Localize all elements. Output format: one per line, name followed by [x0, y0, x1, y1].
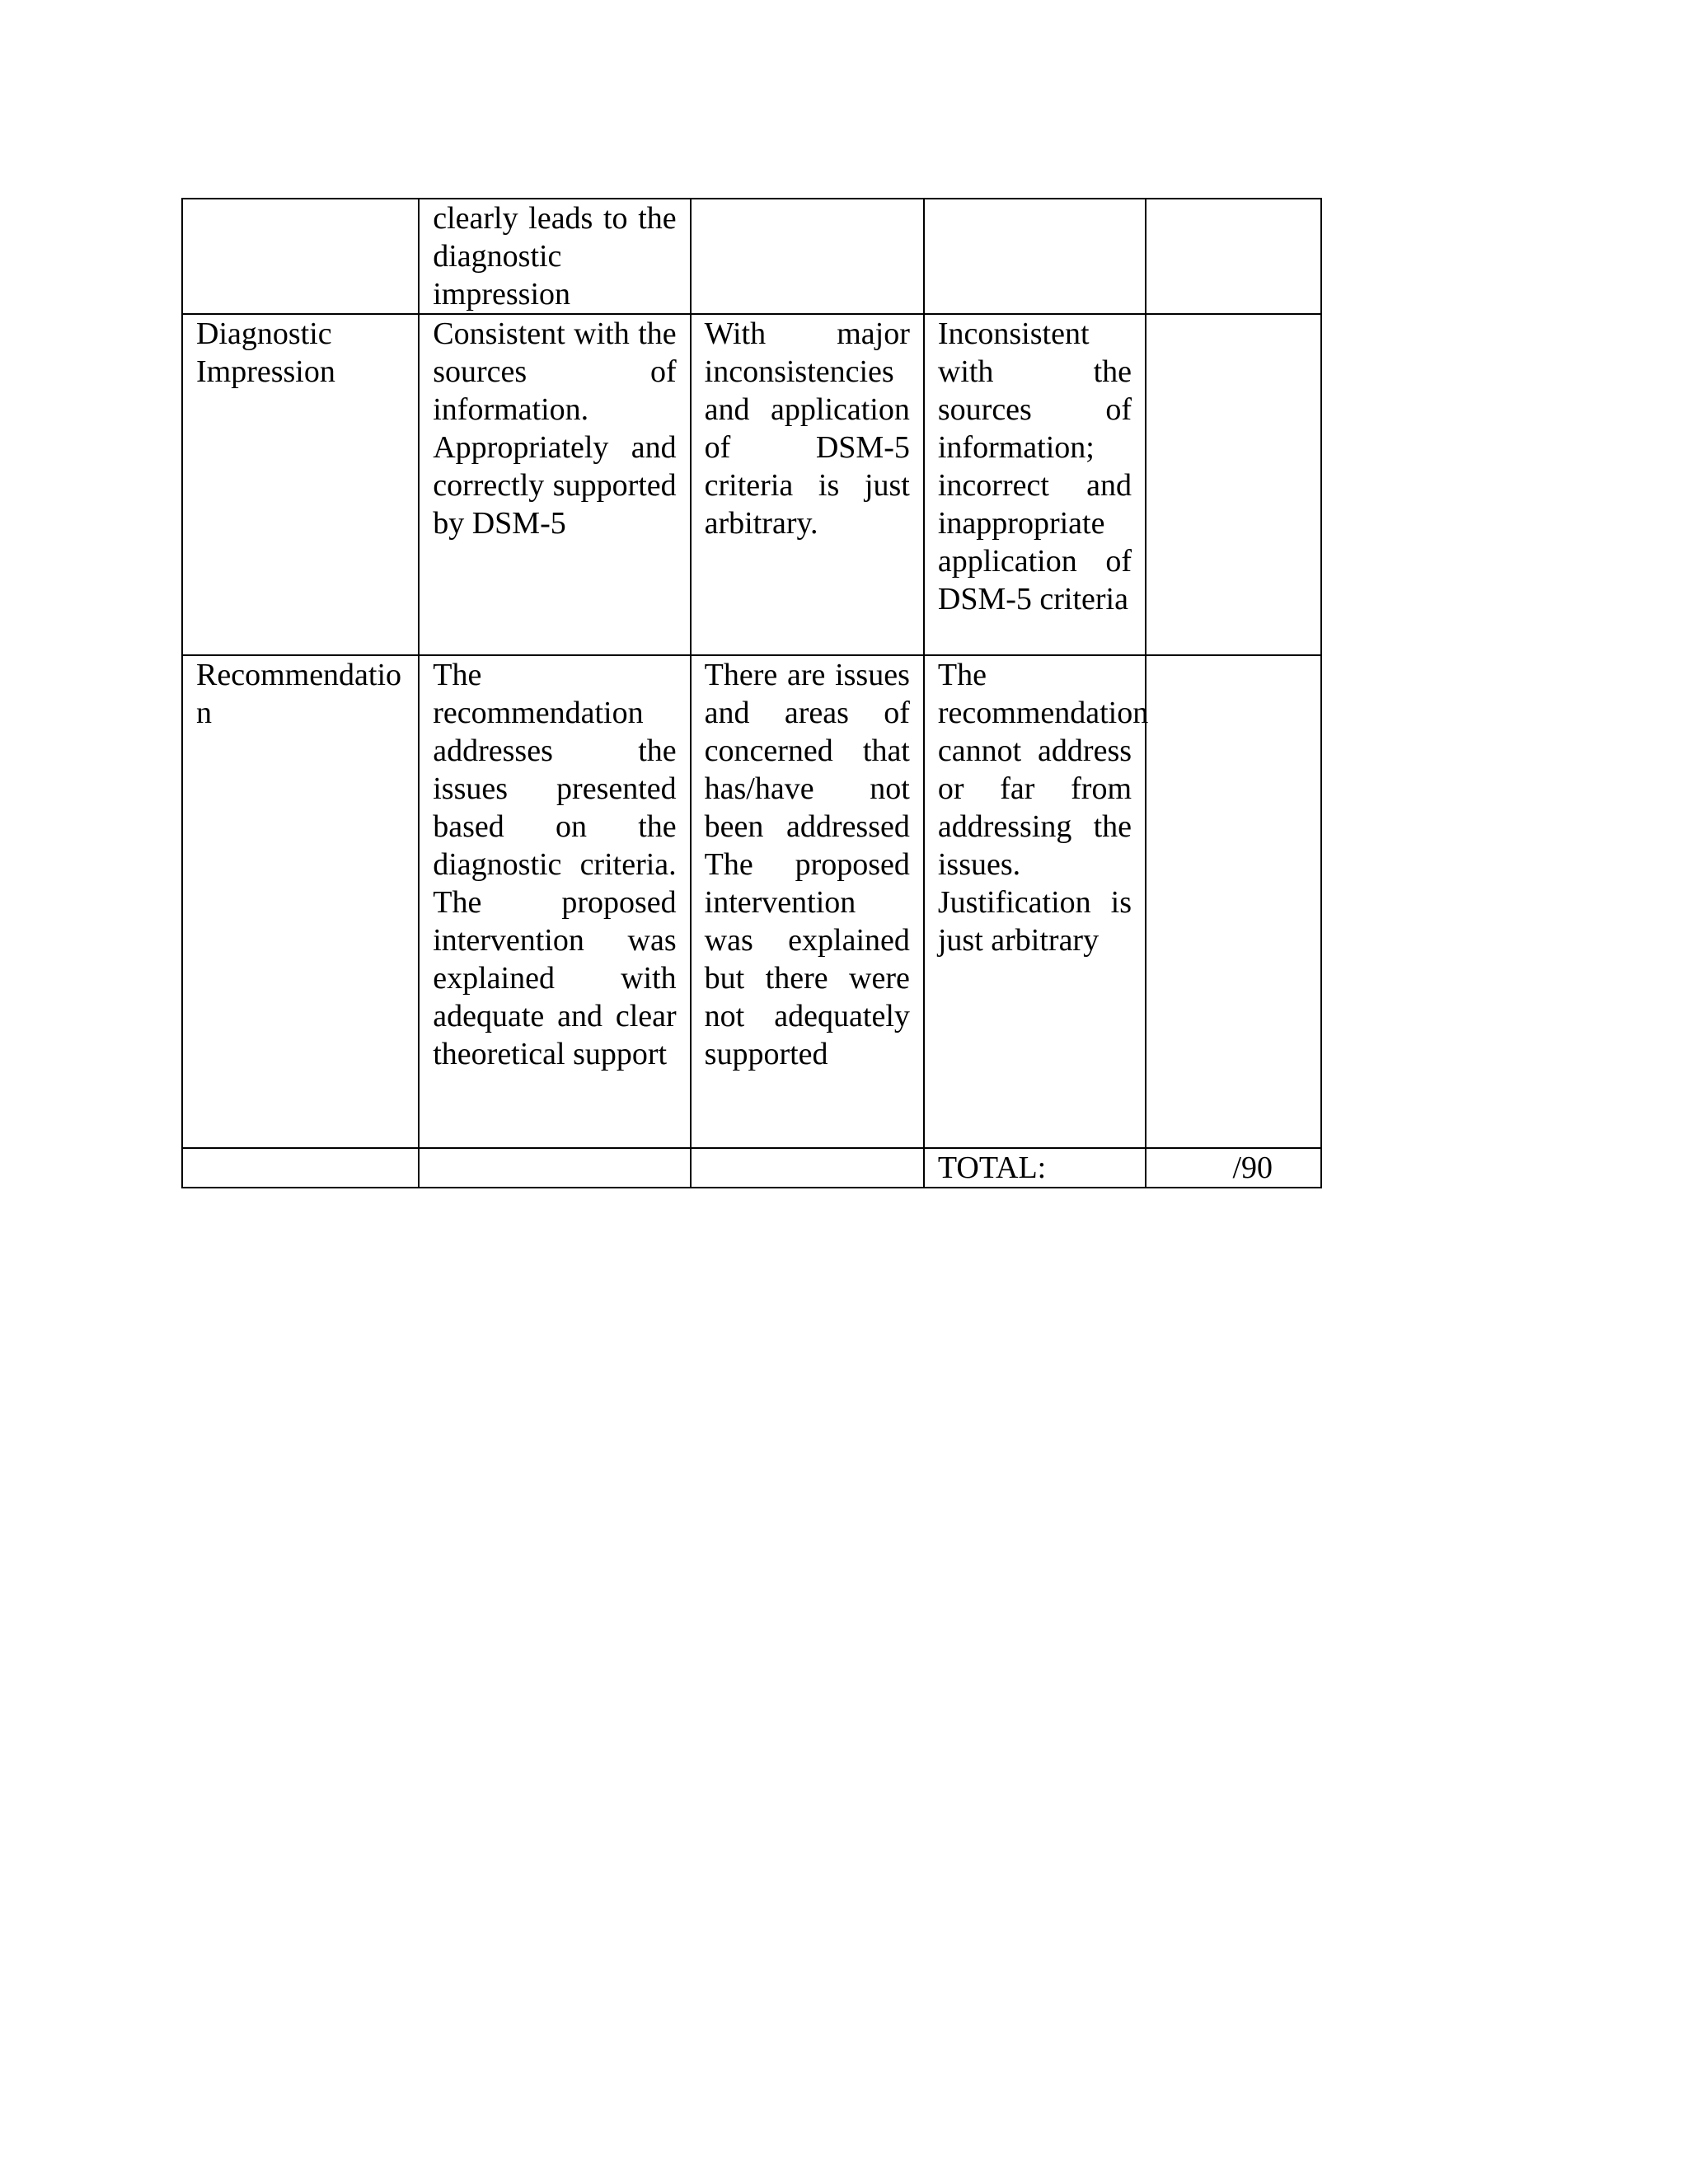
total-value: /90: [1146, 1148, 1321, 1188]
excellent-cell: Consistent with the sources of information. Appropriately and correctly supported by DSM-5: [419, 314, 690, 655]
total-label: TOTAL:: [924, 1148, 1146, 1188]
table-row-total: [182, 1148, 1321, 1188]
score-cell: [1146, 199, 1321, 314]
empty-cell: [182, 1148, 419, 1188]
empty-cell: [691, 1148, 924, 1188]
poor-cell: The recommendation cannot address or far from addressing the issues. Justification is just arbitrary: [924, 655, 1146, 1148]
table-row-diagnostic-impression: [182, 314, 1321, 655]
empty-cell: [419, 1148, 690, 1188]
criterion-cell: Recommendation: [182, 655, 419, 1148]
criterion-cell: Diagnostic Impression: [182, 314, 419, 655]
poor-cell: Inconsistent with the sources of information; incorrect and inappropriate application of DSM-5 criteria: [924, 314, 1146, 655]
score-cell: [1146, 655, 1321, 1148]
fair-cell: With major inconsistencies and application of DSM-5 criteria is just arbitrary.: [691, 314, 924, 655]
criterion-cell: [182, 199, 419, 314]
fair-cell: [691, 199, 924, 314]
excellent-cell: The recommendation addresses the issues presented based on the diagnostic criteria. The proposed intervention was explained with adequate and clear theoretical support: [419, 655, 690, 1148]
rubric-table: [181, 198, 1322, 1188]
table-row-recommendation: [182, 655, 1321, 1148]
score-cell: [1146, 314, 1321, 655]
poor-cell: [924, 199, 1146, 314]
fair-cell: There are issues and areas of concerned that has/have not been addressed The proposed intervention was explained but there were not adequately supported: [691, 655, 924, 1148]
table-row-continuation: [182, 199, 1321, 314]
excellent-cell: clearly leads to the diagnostic impression: [419, 199, 690, 314]
